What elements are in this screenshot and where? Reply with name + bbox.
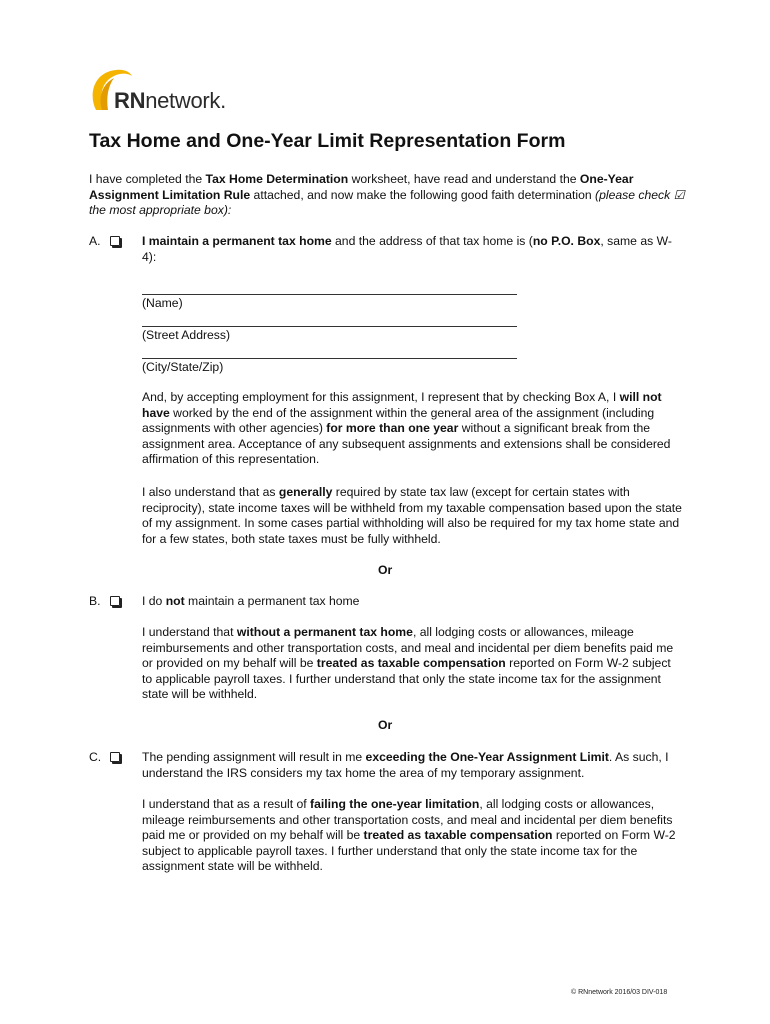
street-field-label: (Street Address) (142, 328, 231, 342)
or-separator-2: Or (378, 718, 393, 732)
option-b-paragraph: I understand that without a permanent tax home, all lodging costs or allowances, mileage reimbursements and other transportation costs, and meal and incidental per diem benefits paid me or provided on my behalf will be treated as taxable compensation reported on Form W-2 subject to applicable payroll taxes. I further understand that only the state income tax for the assignment state will be withheld. (142, 625, 674, 702)
city-field-line[interactable] (142, 358, 517, 359)
page-title: Tax Home and One-Year Limit Representation Form (89, 130, 566, 152)
option-c-paragraph: I understand that as a result of failing the one-year limitation, all lodging costs or allowances, mileage reimbursements and other transportation costs, and meal and incidental per diem benefits paid me or provided on my behalf will be treated as taxable compensation reported on Form W-2 subject to applicable payroll taxes. I further understand that only the state income tax for the assignment state will be withheld. (142, 797, 676, 874)
option-a-letter: A. (89, 234, 101, 248)
option-c-letter: C. (89, 750, 102, 764)
city-field-label: (City/State/Zip) (142, 360, 224, 374)
option-a-checkbox[interactable] (110, 236, 120, 246)
street-field-line[interactable] (142, 326, 517, 327)
option-a-paragraph-1: And, by accepting employment for this assignment, I represent that by checking Box A, I will not have worked by the end of the assignment within the general area of the assignment (including assignments with other agencies) for more than one year without a significant break from the assignment area. Acceptance of any subsequent assignments and extensions shall be considered affirmation of this representation. (142, 390, 671, 467)
option-c-statement: The pending assignment will result in me exceeding the One-Year Assignment Limit. As such, I understand the IRS considers my tax home the area of my temporary assignment. (142, 750, 669, 780)
footer-copyright: © RNnetwork 2016/03 DIV-018 (571, 989, 668, 996)
option-a-paragraph-2: I also understand that as generally required by state tax law (except for certain states with reciprocity), state income taxes will be withheld from my taxable compensation based upon the state of my assignment. In some cases partial withholding will also be required for my tax home state and for a few states, both state taxes must be fully withheld. (142, 485, 682, 546)
option-c-checkbox[interactable] (110, 752, 120, 762)
option-b-letter: B. (89, 594, 101, 608)
name-field-label: (Name) (142, 296, 183, 310)
logo-wordmark: RNnetwork. (114, 88, 226, 113)
or-separator-1: Or (378, 563, 393, 577)
intro-paragraph: I have completed the Tax Home Determination worksheet, have read and understand the One-Year Assignment Limitation Rule attached, and now make the following good faith determination (please check ☑ the most appropriate box): (89, 172, 685, 218)
option-b-checkbox[interactable] (110, 596, 120, 606)
name-field-line[interactable] (142, 294, 517, 295)
option-a-statement: I maintain a permanent tax home and the address of that tax home is (no P.O. Box, same as W-4): (142, 234, 672, 264)
option-b-statement: I do not maintain a permanent tax home (142, 594, 360, 608)
